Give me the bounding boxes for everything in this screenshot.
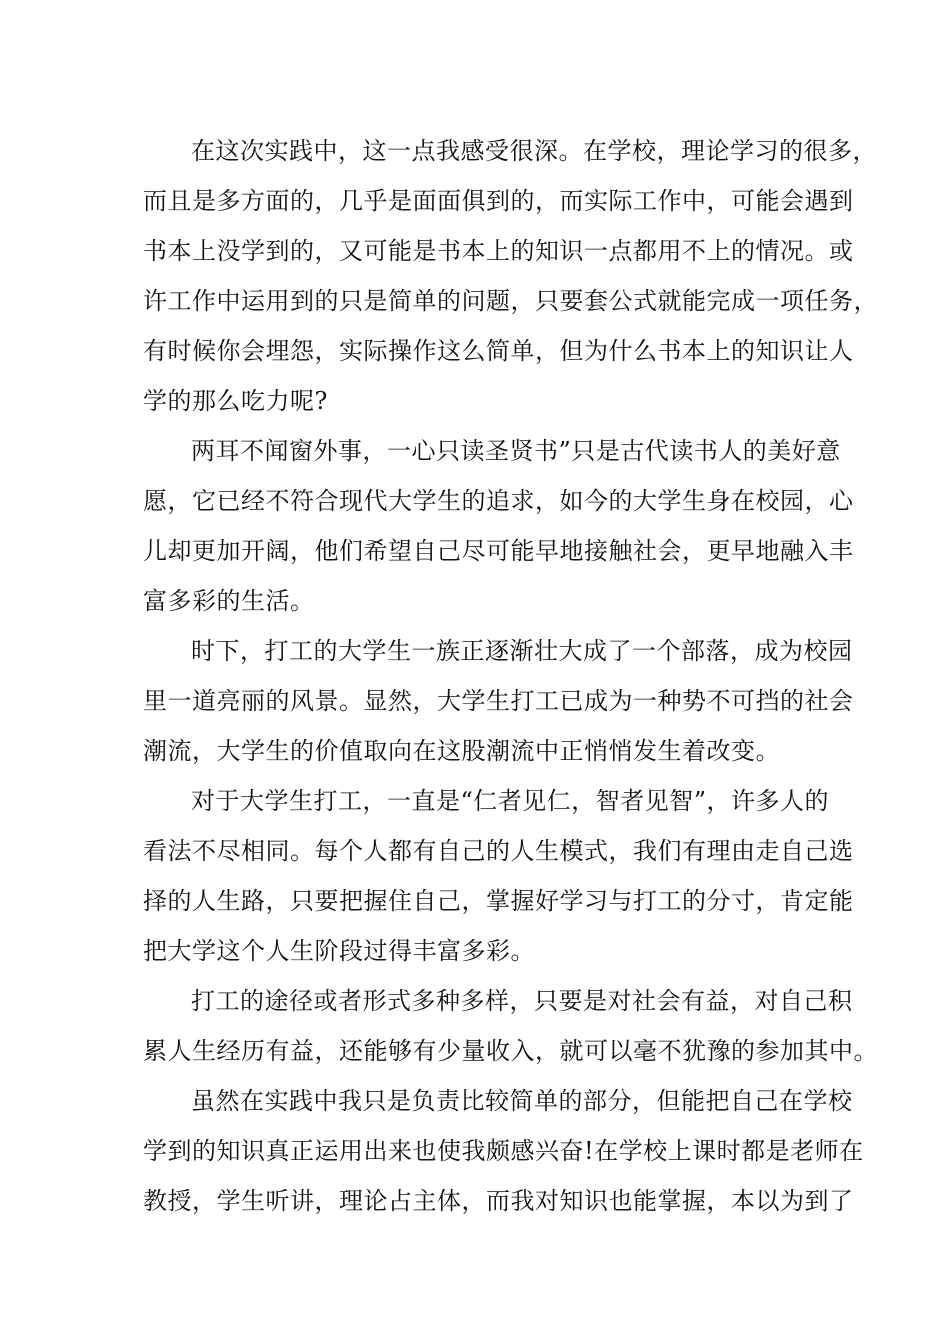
text-line: 把大学这个人生阶段过得丰富多彩。 bbox=[143, 937, 535, 965]
text-line: 有时候你会埋怨，实际操作这么简单，但为什么书本上的知识让人 bbox=[143, 337, 854, 365]
paragraph-1 bbox=[143, 126, 878, 426]
text-line: 两耳不闻窗外事，一心只读圣贤书”只是古代读书人的美好意 bbox=[191, 437, 841, 465]
text-line: 里一道亮丽的风景。显然，大学生打工已成为一种势不可挡的社会 bbox=[143, 687, 854, 715]
text-line: 儿却更加开阔，他们希望自己尽可能早地接触社会，更早地融入丰 bbox=[143, 537, 854, 565]
text-line: 潮流，大学生的价值取向在这股潮流中正悄悄发生着改变。 bbox=[143, 737, 780, 765]
text-line: 而且是多方面的，几乎是面面俱到的，而实际工作中，可能会遇到 bbox=[143, 187, 854, 215]
text-line: 打工的途径或者形式多种多样，只要是对社会有益，对自己积 bbox=[191, 987, 853, 1015]
document-body bbox=[143, 126, 878, 1226]
text-line: 虽然在实践中我只是负责比较简单的部分，但能把自己在学校 bbox=[191, 1087, 853, 1115]
text-line: 富多彩的生活。 bbox=[143, 587, 315, 615]
text-line: 愿，它已经不符合现代大学生的追求，如今的大学生身在校园，心 bbox=[143, 487, 854, 515]
text-line: 累人生经历有益，还能够有少量收入，就可以毫不犹豫的参加其中。 bbox=[143, 1037, 878, 1065]
text-line: 书本上没学到的，又可能是书本上的知识一点都用不上的情况。或 bbox=[143, 237, 854, 265]
paragraph-5 bbox=[143, 976, 878, 1076]
text-line: 时下，打工的大学生一族正逐渐壮大成了一个部落，成为校园 bbox=[191, 637, 853, 665]
text-line: 看法不尽相同。每个人都有自己的人生模式，我们有理由走自己选 bbox=[143, 837, 854, 865]
text-line: 教授，学生听讲，理论占主体，而我对知识也能掌握，本以为到了 bbox=[143, 1187, 854, 1215]
paragraph-3 bbox=[143, 626, 854, 776]
paragraph-4 bbox=[143, 776, 854, 976]
text-line: 择的人生路，只要把握住自己，掌握好学习与打工的分寸，肯定能 bbox=[143, 887, 854, 915]
text-line: 许工作中运用到的只是简单的问题，只要套公式就能完成一项任务， bbox=[143, 287, 878, 315]
text-line: 学的那么吃力呢? bbox=[143, 387, 328, 415]
paragraph-2 bbox=[143, 426, 854, 626]
text-line: 学到的知识真正运用出来也使我颇感兴奋!在学校上课时都是老师在 bbox=[143, 1137, 864, 1165]
text-line: 在这次实践中，这一点我感受很深。在学校，理论学习的很多， bbox=[191, 137, 877, 165]
text-line: 对于大学生打工，一直是“仁者见仁，智者见智”，许多人的 bbox=[191, 787, 830, 815]
paragraph-6 bbox=[143, 1076, 864, 1226]
